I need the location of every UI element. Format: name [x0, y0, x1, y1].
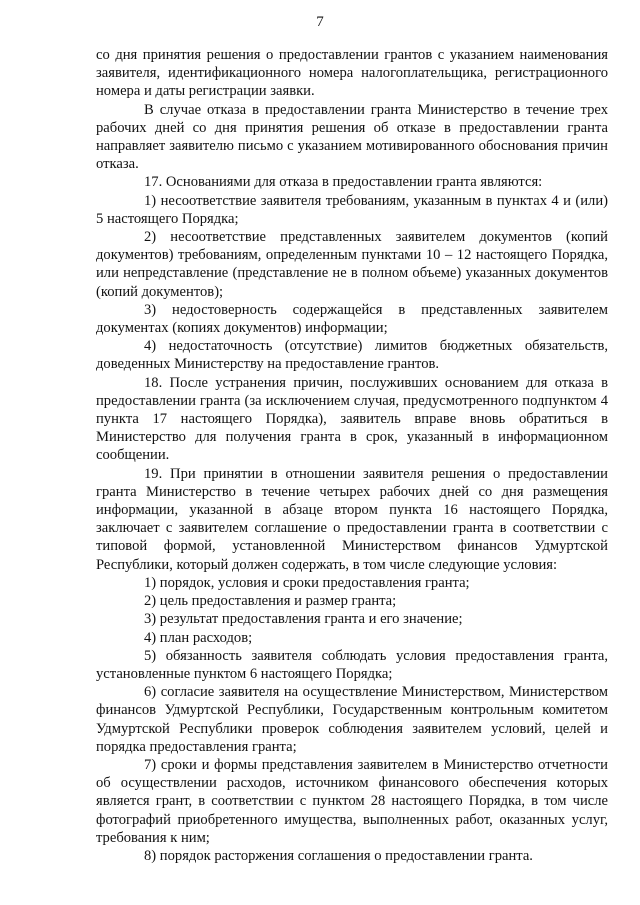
paragraph: 2) несоответствие представленных заявителем документов (копий документов) требованиям, определенным пунктами 10 – 12 настоящего Порядка, или непредставление (представление не в полном объеме) указанных документов (копий документов);	[96, 229, 608, 300]
paragraph: 5) обязанность заявителя соблюдать условия предоставления гранта, установленные пунктом 6 настоящего Порядка;	[96, 647, 608, 682]
page-number: 7	[316, 14, 324, 30]
paragraph: 7) сроки и формы представления заявителем в Министерство отчетности об осуществлении расходов, источником финансового обеспечения которых является грант, в соответствии с пунктом 28 настоящего Порядка, в том числе фотографий приобретенного имущества, выполненных работ, оказанных услуг, требования к ним;	[96, 756, 608, 846]
paragraph: 18. После устранения причин, послуживших основанием для отказа в предоставлении гранта (за исключением случая, предусмотренного подпунктом 4 пункта 17 настоящего Порядка), заявитель вправе вновь обратиться в Министерство для получения гранта в срок, указанный в информационном сообщении.	[96, 374, 608, 464]
paragraph: 19. При принятии в отношении заявителя решения о предоставлении гранта Министерство в течение четырех рабочих дней со дня размещения информации, указанной в абзаце втором пункта 16 настоящего Порядка, заключает с заявителем соглашение о предоставлении гранта в соответствии с типовой формой, установленной Министерством финансов Удмуртской Республики, который должен содержать, в том числе следующие условия:	[96, 465, 608, 573]
paragraph: со дня принятия решения о предоставлении грантов с указанием наименования заявителя, идентификационного номера налогоплательщика, регистрационного номера и даты регистрации заявки.	[96, 47, 608, 100]
paragraph: 1) несоответствие заявителя требованиям, указанным в пунктах 4 и (или) 5 настоящего Порядка;	[96, 192, 608, 227]
paragraph: 2) цель предоставления и размер гранта;	[144, 593, 397, 610]
paragraph: 6) согласие заявителя на осуществление Министерством, Министерством финансов Удмуртской Республики, Государственным контрольным комитетом Удмуртской Республики проверок соблюдения заявителем условий, целей и порядка предоставления гранта;	[96, 684, 608, 755]
paragraph: 8) порядок расторжения соглашения о предоставлении гранта.	[144, 847, 533, 864]
paragraph: 3) результат предоставления гранта и его значение;	[144, 611, 463, 628]
paragraph: 3) недостоверность содержащейся в представленных заявителем документах (копиях документов) информации;	[96, 301, 608, 337]
document-body	[96, 46, 608, 865]
paragraph: 17. Основаниями для отказа в предоставлении гранта являются:	[144, 174, 543, 191]
paragraph: В случае отказа в предоставлении гранта Министерство в течение трех рабочих дней со дня принятия решения об отказе в предоставлении гранта направляет заявителю письмо с указанием мотивированного обоснования причин отказа.	[96, 101, 608, 173]
paragraph: 4) недостаточность (отсутствие) лимитов бюджетных обязательств, доведенных Министерству на предоставление грантов.	[96, 338, 608, 373]
paragraph: 1) порядок, условия и сроки предоставления гранта;	[144, 574, 470, 591]
paragraph: 4) план расходов;	[144, 629, 253, 646]
